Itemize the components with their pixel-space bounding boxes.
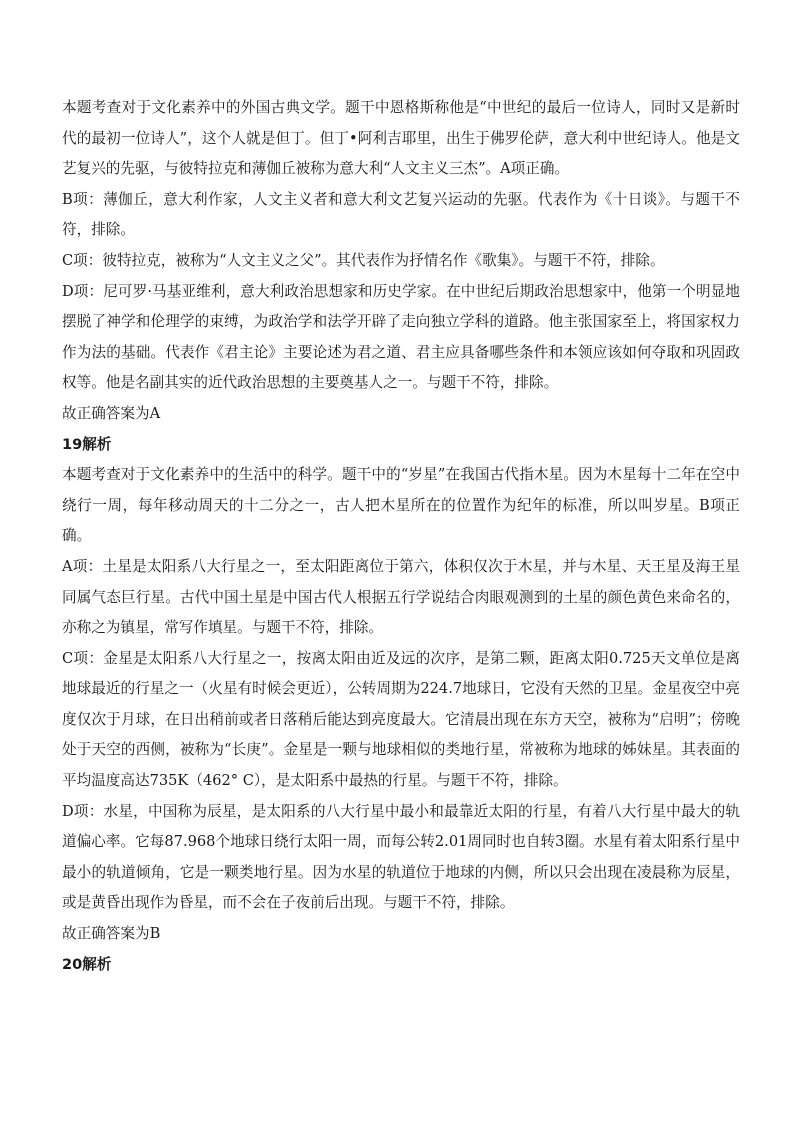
q19-answer: 故正确答案为B xyxy=(62,925,161,943)
q18-answer: 故正确答案为A xyxy=(62,404,161,422)
q18-option-d: D项：尼可罗·马基亚维利，意大利政治思想家和历史学家。在中世纪后期政治思想家中，他第一个明显地摆脱了神学和伦理学的束缚，为政治学和法学开辟了走向独立学科的道路。他主张国家至上，将国家权力作为法的基础。代表作《君主论》主要论述为君之道、君主应具备哪些条件和本领应该如何夺取和巩固政权等。他是名副其实的近代政治思想的主要奠基人之一。与题干不符，排除。 xyxy=(62,282,740,392)
q19-explanation-intro: 本题考查对于文化素养中的生活中的科学。题干中的“岁星”在我国古代指木星。因为木星每十二年在空中绕行一周，每年移动周天的十二分之一，古人把木星所在的位置作为纪年的标准，所以叫岁星。B项正确。 xyxy=(62,466,740,545)
q18-option-b: B项：薄伽丘，意大利作家，人文主义者和意大利文艺复兴运动的先驱。代表作为《十日谈》。与题干不符，排除。 xyxy=(62,190,740,239)
q19-option-a: A项：土星是太阳系八大行星之一，至太阳距离位于第六，体积仅次于木星，并与木星、天王星及海王星同属气态巨行星。古代中国土星是中国古代人根据五行学说结合肉眼观测到的土星的颜色黄色来命名的，亦称之为镇星，常写作填星。与题干不符，排除。 xyxy=(62,557,740,637)
q18-option-c: C项：彼特拉克，被称为“人文主义之父”。其代表作为抒情名作《歌集》。与题干不符，排除。 xyxy=(62,251,665,269)
document-page xyxy=(62,93,740,980)
q20-heading: 20解析 xyxy=(62,955,112,973)
q19-option-d: D项：水星，中国称为辰星，是太阳系的八大行星中最小和最靠近太阳的行星，有着八大行星中最大的轨道偏心率。它每87.968个地球日绕行太阳一周，而每公转2.01周同时也自转3圈。水星有着太阳系行星中最小的轨道倾角，它是一颗类地行星。因为水星的轨道位于地球的内侧，所以只会出现在凌晨称为辰星，或是黄昏出现作为昏星，而不会在子夜前后出现。与题干不符，排除。 xyxy=(62,802,740,912)
q19-heading: 19解析 xyxy=(62,435,112,453)
q18-explanation-intro: 本题考查对于文化素养中的外国古典文学。题干中恩格斯称他是“中世纪的最后一位诗人，同时又是新时代的最初一位诗人”，这个人就是但丁。但丁•阿利吉耶里，出生于佛罗伦萨，意大利中世纪诗人。他是文艺复兴的先驱，与彼特拉克和薄伽丘被称为意大利“人文主义三杰”。A项正确。 xyxy=(62,99,740,178)
q19-option-c: C项：金星是太阳系八大行星之一，按离太阳由近及远的次序，是第二颗，距离太阳0.725天文单位是离地球最近的行星之一（火星有时候会更近），公转周期为224.7地球日，它没有天然的卫星。金星夜空中亮度仅次于月球，在日出稍前或者日落稍后能达到亮度最大。它清晨出现在东方天空，被称为“启明”；傍晚处于天空的西侧，被称为“长庚”。金星是一颗与地球相似的类地行星，常被称为地球的姊妹星。其表面的平均温度高达735K（462° C），是太阳系中最热的行星。与题干不符，排除。 xyxy=(62,649,740,790)
